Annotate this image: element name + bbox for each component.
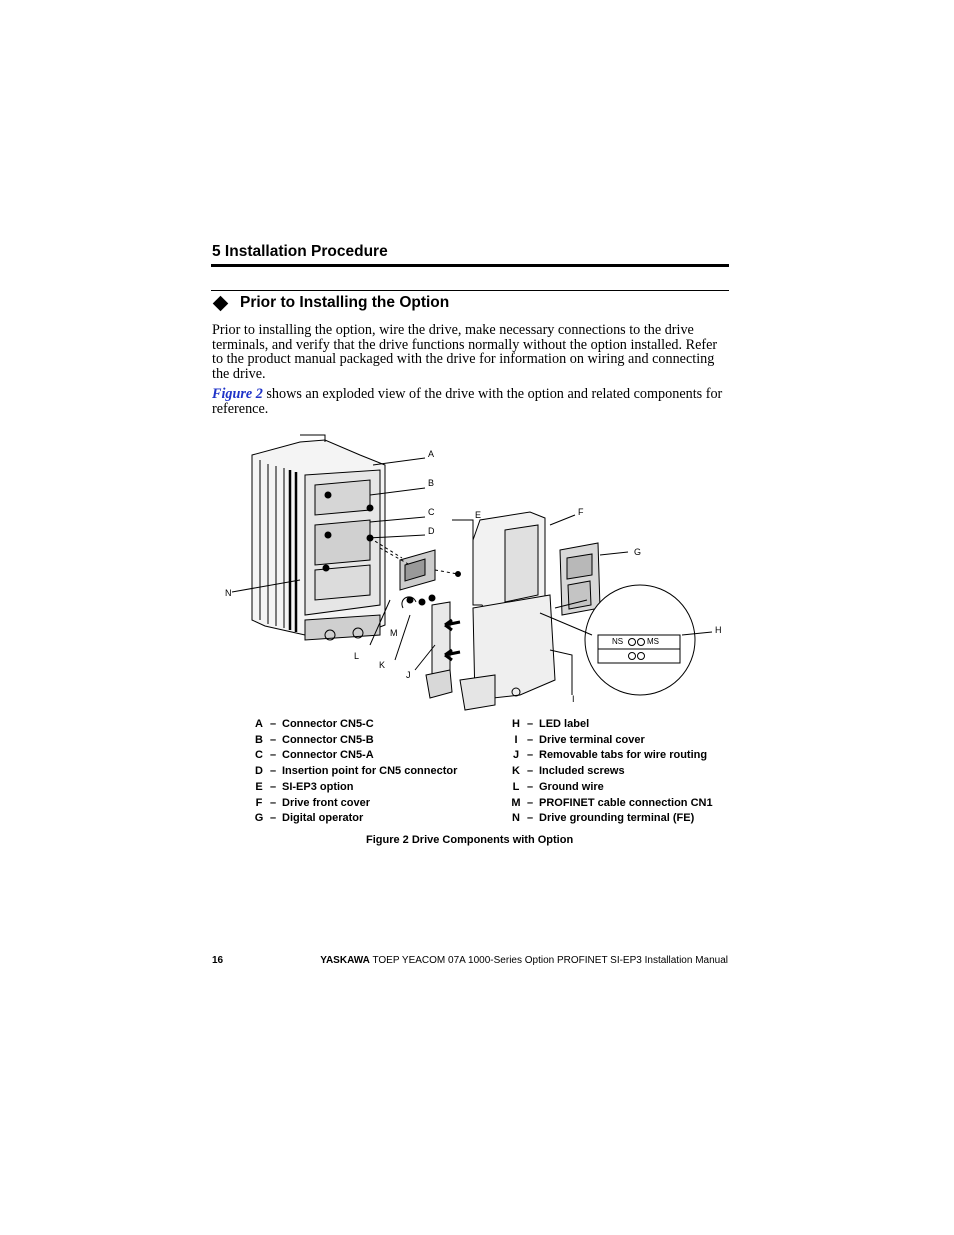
legend-key: K xyxy=(512,765,520,778)
section-heading: 5 Installation Procedure xyxy=(212,243,388,260)
callout-i: I xyxy=(572,694,575,704)
drive-exploded-diagram xyxy=(220,430,740,720)
legend-text: Connector CN5-B xyxy=(282,733,374,746)
legend-text: Insertion point for CN5 connector xyxy=(282,765,458,778)
footer-brand: YASKAWA xyxy=(320,955,370,966)
legend-right xyxy=(511,717,713,827)
callout-g: G xyxy=(634,547,642,557)
figure-caption: Figure 2 Drive Components with Option xyxy=(366,834,574,846)
legend-key: J xyxy=(512,749,520,762)
legend-row: A – Connector CN5-C xyxy=(254,717,457,733)
callout-h: H xyxy=(715,625,722,635)
legend-text: Removable tabs for wire routing xyxy=(539,749,708,762)
legend-row: C – Connector CN5-A xyxy=(254,748,457,764)
legend-row: K – Included screws xyxy=(511,764,713,780)
legend-row: B – Connector CN5-B xyxy=(254,733,457,749)
legend-row: F – Drive front cover xyxy=(254,796,457,812)
footer-title xyxy=(320,955,728,966)
legend-row: N – Drive grounding terminal (FE) xyxy=(511,811,713,827)
callout-f: F xyxy=(578,507,584,517)
legend-row: I – Drive terminal cover xyxy=(511,733,713,749)
legend-key: A xyxy=(255,718,263,730)
diamond-bullet-icon xyxy=(213,295,229,311)
callout-b: B xyxy=(428,478,435,488)
legend-text: Included screws xyxy=(539,765,625,778)
callout-m: M xyxy=(390,628,398,638)
subsection-rule xyxy=(211,290,729,291)
figure-reference-text: shows an exploded view of the drive with the option and related components for reference. xyxy=(212,386,723,417)
page-number: 16 xyxy=(212,955,224,966)
legend-row: G – Digital operator xyxy=(254,811,457,827)
legend-row: J – Removable tabs for wire routing xyxy=(511,748,713,764)
callout-n: N xyxy=(225,588,232,598)
legend-text: Drive terminal cover xyxy=(539,733,645,746)
subsection-heading-text: Prior to Installing the Option xyxy=(240,294,450,311)
legend-key: M xyxy=(511,796,521,809)
subsection-heading xyxy=(212,294,449,312)
figure-reference-paragraph xyxy=(212,387,730,416)
legend-text: Drive grounding terminal (FE) xyxy=(539,812,695,825)
legend-row: L – Ground wire xyxy=(511,780,713,796)
figure-2-link[interactable]: Figure 2 xyxy=(212,386,263,402)
legend-row: E – SI-EP3 option xyxy=(254,780,457,796)
legend-text: SI-EP3 option xyxy=(282,780,354,793)
legend-text: Drive front cover xyxy=(282,796,371,809)
legend-text: Connector CN5-A xyxy=(282,749,374,762)
legend-key: D xyxy=(255,765,263,778)
legend-key: F xyxy=(255,796,263,809)
legend-key: E xyxy=(255,780,263,793)
callout-d: D xyxy=(428,526,435,536)
legend-key: G xyxy=(254,812,264,825)
legend-text: LED label xyxy=(539,718,590,730)
legend-row: D – Insertion point for CN5 connector xyxy=(254,764,457,780)
callout-c: C xyxy=(428,507,435,517)
legend-row: M – PROFINET cable connection CN1 xyxy=(511,796,713,812)
legend-text: Connector CN5-C xyxy=(282,718,374,730)
legend-key: I xyxy=(514,733,518,746)
legend-text: Ground wire xyxy=(539,780,604,793)
callout-k: K xyxy=(379,660,386,670)
callout-e: E xyxy=(475,510,482,520)
legend-key: B xyxy=(255,733,263,746)
legend-key: N xyxy=(512,812,520,825)
footer-manual-title: TOEP YEACOM 07A 1000-Series Option PROFINET SI-EP3 Installation Manual xyxy=(369,955,728,966)
legend-text: PROFINET cable connection CN1 xyxy=(539,796,713,809)
legend-left xyxy=(254,717,457,827)
callout-j: J xyxy=(406,670,411,680)
intro-paragraph: Prior to installing the option, wire the drive, make necessary connections to the drive terminals, and verify that the drive functions normally without the option installed. Refer to the product manual packaged with the drive for information on wiring and connecting the drive. xyxy=(212,322,718,382)
led-ns-label: NS xyxy=(612,637,624,646)
led-ms-label: MS xyxy=(647,637,659,646)
legend-text: Digital operator xyxy=(282,812,364,825)
callout-l: L xyxy=(354,651,360,661)
legend-key: C xyxy=(255,749,263,762)
legend-row: H – LED label xyxy=(511,717,713,733)
section-rule xyxy=(211,264,729,267)
legend-key: L xyxy=(512,780,520,793)
callout-a: A xyxy=(428,449,435,459)
legend-key: H xyxy=(512,718,520,730)
